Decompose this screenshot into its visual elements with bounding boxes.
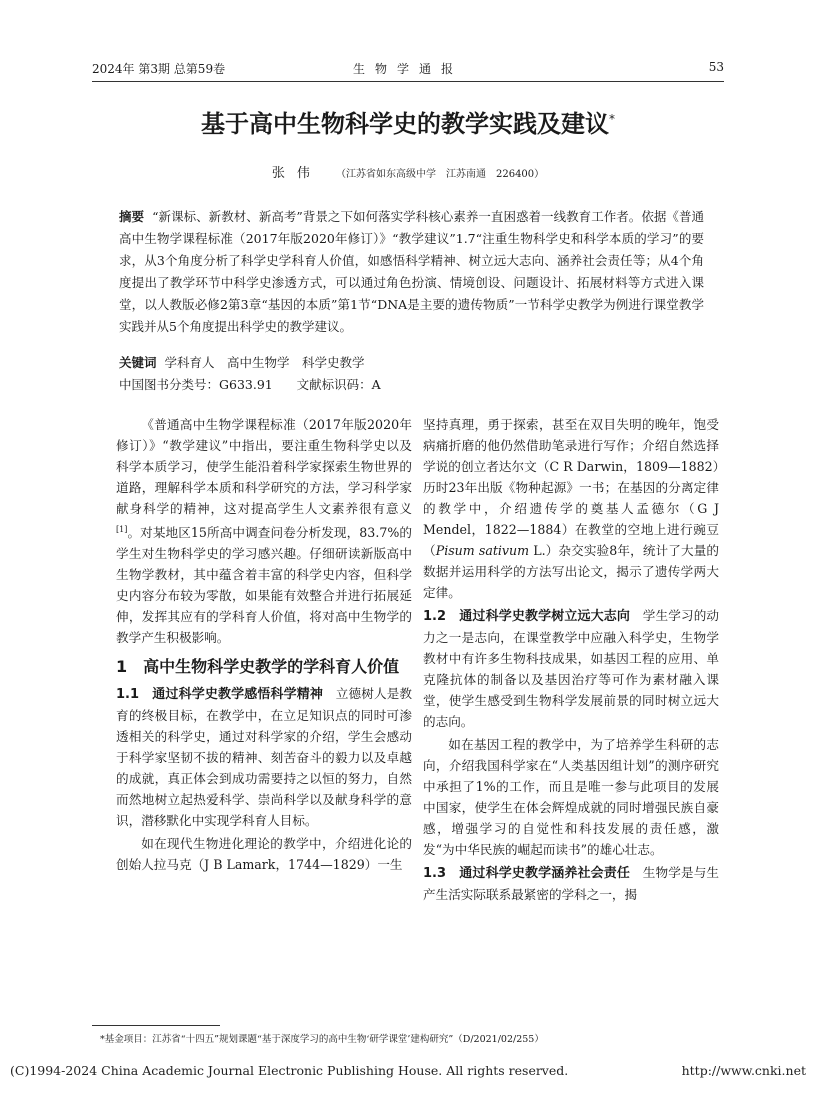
- keywords-label: 关键词: [119, 355, 157, 370]
- doc-code-value: A: [371, 377, 381, 392]
- article-title: [60, 104, 756, 139]
- keywords-text: 学科育人 高中生物学 科学史教学: [164, 355, 365, 370]
- copyright-text: (C)1994-2024 China Academic Journal Electronic Publishing House. All rights reserved.: [10, 1063, 569, 1078]
- footnote: *基金项目：江苏省“十四五”规划课题“基于深度学习的高中生物‘研学课堂’建构研究”（D/2021/02/255）: [100, 1034, 544, 1045]
- author-affiliation: （江苏省如东高级中学 江苏南通 226400）: [335, 169, 545, 180]
- section-heading: 1 高中生物科学史教学的学科育人价值: [116, 657, 400, 677]
- running-header: [92, 60, 724, 78]
- paragraph: 1.1 通过科学史教学感悟科学精神 立德树人是教育的终极目标，在教学中，在立足知识点的同时可渗透相关的科学史，通过对科学家的介绍，学生会感动于科学家坚韧不拔的精神、刻苦奋斗的毅力以及卓越的成就，真正体会到成功需要持之以恒的努力，自然而然地树立起热爱科学、崇尚科学以及献身科学的意识，潜移默化中实现学科育人目标。: [116, 686, 413, 829]
- abstract: [119, 206, 704, 338]
- journal-name: 生物学通报: [352, 62, 463, 76]
- clc-value: G633.91: [219, 377, 273, 392]
- left-column: [116, 414, 412, 877]
- keywords: [119, 352, 704, 374]
- cnki-link[interactable]: http://www.cnki.net: [681, 1063, 806, 1078]
- citation-ref: [1]: [116, 525, 128, 534]
- paragraph: 《普通高中生物学课程标准（2017年版2020年修订）》“教学建议”中指出，要注重生物科学史以及科学本质学习，使学生能沿着科学家探索生物世界的道路，理解科学本质和科学研究的方法，学习科学家献身科学的精神，这对提高学生人文素养很有意义[1]。对某地区15所高中调查问卷分析发现，83.7%的学生对生物科学史的学习感兴趣。仔细研读新版高中生物学教材，其中蕴含着丰富的科学史内容，但科学史内容分布较为零散，如果能有效整合并进行拓展延伸，发挥其应有的学科育人价值，将对高中生物学的教学产生积极影响。: [116, 417, 412, 646]
- author-name: 张伟: [271, 166, 322, 181]
- right-column: [423, 414, 719, 907]
- subsection-heading: 1.2 通过科学史教学树立远大志向: [423, 609, 631, 624]
- paragraph: 1.2 通过科学史教学树立远大志向 学生学习的动力之一是志向，在课堂教学中应融入科学史，生物学教材中有许多生物科技成果，如基因工程的应用、单克隆抗体的制备以及基因治疗等可作为素材融入课堂，使学生感受到生物科学发展前景的同时树立远大的志向。: [423, 608, 720, 729]
- journal-issue: 2024年 第3期 总第59卷: [92, 62, 226, 76]
- clc-label: 中国图书分类号：: [119, 377, 220, 392]
- title-text: 基于高中生物科学史的教学实践及建议: [201, 110, 609, 138]
- paragraph: 1.3 通过科学史教学涵养社会责任 生物学是与生产生活实际联系最紧密的学科之一，揭: [423, 865, 720, 902]
- paragraph: 坚持真理，勇于探索，甚至在双目失明的晚年，饱受病痛折磨的他仍然借助笔录进行写作；介绍自然选择学说的创立者达尔文（C R Darwin，1809—1882）历时23年出版《物种起源》一书；在基因的分离定律的教学中，介绍遗传学的奠基人孟德尔（G J Mendel，1822—1884）在教堂的空地上进行豌豆（Pisum sativum L.）杂交实验8年，统计了大量的数据并运用科学的方法写出论文，揭示了遗传学两大定律。: [423, 417, 720, 600]
- species-name: Pisum sativum: [435, 543, 530, 558]
- abstract-text: “新课标、新教材、新高考”背景之下如何落实学科核心素养一直困惑着一线教育工作者。依据《普通高中生物学课程标准（2017年版2020年修订）》“教学建议”1.7“注重生物科学史和科学本质的学习”的要求，从3个角度分析了科学史学科育人价值，如感悟科学精神、树立远大志向、涵养社会责任等；从4个角度提出了教学环节中科学史渗透方式，可以通过角色扮演、情境创设、问题设计、拓展材料等方式进入课堂，以人教版必修2第3章“基因的本质”第1节“DNA是主要的遗传物质”一节科学史教学为例进行课堂教学实践并从5个角度提出科学史的教学建议。: [119, 209, 704, 334]
- subsection-heading: 1.3 通过科学史教学涵养社会责任: [423, 866, 631, 881]
- subsection-heading: 1.1 通过科学史教学感悟科学精神: [116, 687, 324, 703]
- doc-code-label: 文献标识码：: [296, 377, 372, 392]
- author-line: [0, 162, 816, 181]
- paragraph: 如在现代生物进化理论的教学中，介绍进化论的创始人拉马克（J B Lamark，1744—1829）一生: [116, 836, 412, 873]
- title-footnote-mark: *: [609, 112, 615, 126]
- footnote-rule: [92, 1025, 220, 1026]
- page-number: 53: [708, 60, 724, 74]
- paragraph: 如在基因工程的教学中，为了培养学生科研的志向，介绍我国科学家在“人类基因组计划”的测序研究中承担了1%的工作，而且是唯一参与此项目的发展中国家，使学生在体会辉煌成就的同时增强民族自豪感，增强学习的自觉性和科技发展的责任感，激发“为中华民族的崛起而读书”的雄心壮志。: [423, 737, 719, 857]
- header-rule: [92, 81, 724, 82]
- abstract-label: 摘要: [119, 209, 145, 224]
- copyright-bar: [10, 1063, 806, 1078]
- classification: [119, 374, 704, 396]
